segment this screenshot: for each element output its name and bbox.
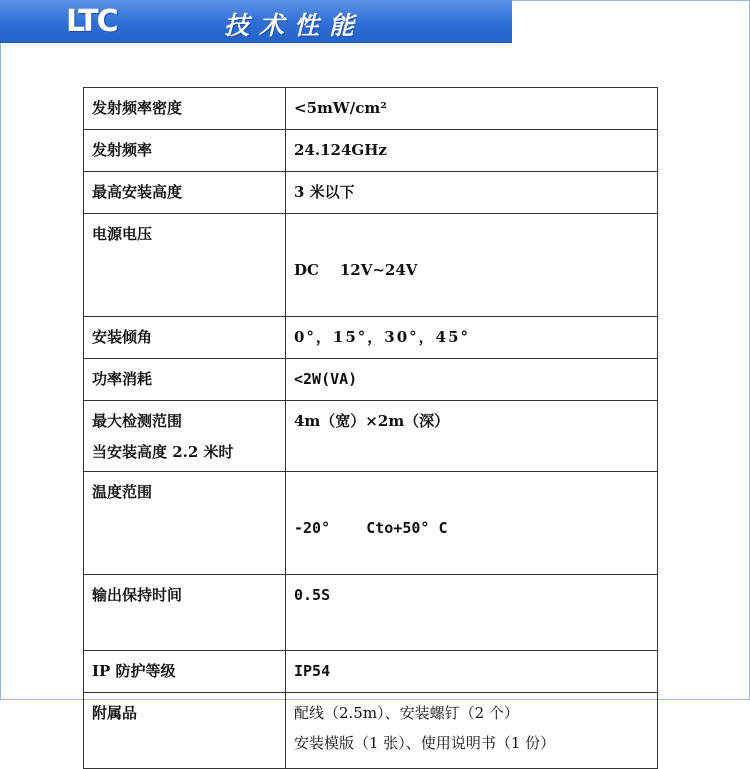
spec-value [286, 472, 658, 575]
spec-value-text: 配线（2.5m）、安装螺钉（2 个） [294, 704, 519, 722]
spec-label [84, 575, 286, 651]
spec-value-text: <5mW/cm² [294, 99, 387, 117]
spec-label [84, 317, 286, 359]
spec-value-text: 安装模版（1 张）、使用说明书（1 份） [294, 734, 556, 752]
spec-value-text: 0.5S [294, 586, 331, 604]
spec-value [286, 317, 658, 359]
brand-logo: LTC [66, 4, 117, 39]
page-title: 技术性能 [224, 11, 365, 40]
spec-value-text: 3 米以下 [294, 183, 355, 201]
table-row [84, 401, 658, 472]
spec-label [84, 172, 286, 214]
table-row [84, 575, 658, 651]
spec-label-text: 最大检测范围 [92, 412, 183, 430]
specs-table [83, 87, 658, 769]
table-row [84, 88, 658, 130]
spec-label [84, 359, 286, 401]
spec-label-text: 输出保持时间 [92, 586, 183, 604]
spec-label-text: 附属品 [92, 704, 138, 722]
spec-value-text: 4m（宽）×2m（深） [294, 412, 450, 430]
spec-value-text: 0°，15°，30°，45° [294, 328, 471, 346]
spec-value-text: <2W(VA) [294, 370, 358, 388]
spec-value [286, 172, 658, 214]
table-row [84, 317, 658, 359]
spec-value-text: 24.124GHz [294, 141, 387, 159]
spec-label [84, 214, 286, 317]
spec-label-text: 电源电压 [92, 225, 153, 243]
spec-label [84, 130, 286, 172]
table-row [84, 472, 658, 575]
spec-label-text: IP 防护等级 [92, 662, 176, 680]
spec-label-text: 安装倾角 [92, 328, 153, 346]
spec-label [84, 651, 286, 693]
spec-label-text: 发射频率 [92, 141, 153, 159]
spec-label [84, 693, 286, 769]
table-row [84, 651, 658, 693]
spec-value [286, 401, 658, 472]
spec-value [286, 693, 658, 769]
spec-value-text: DC 12V~24V [294, 261, 418, 279]
spec-label [84, 472, 286, 575]
spec-label-text: 温度范围 [92, 483, 153, 501]
table-row [84, 214, 658, 317]
spec-label-text: 当安装高度 2.2 米时 [92, 443, 234, 461]
spec-value [286, 651, 658, 693]
spec-value [286, 130, 658, 172]
table-row [84, 172, 658, 214]
spec-value [286, 214, 658, 317]
table-row [84, 359, 658, 401]
spec-value [286, 575, 658, 651]
table-row [84, 130, 658, 172]
spec-value-text: IP54 [294, 662, 331, 680]
spec-value [286, 88, 658, 130]
header-banner [0, 0, 512, 43]
table-row [84, 693, 658, 769]
spec-label [84, 88, 286, 130]
spec-label-text: 功率消耗 [92, 370, 153, 388]
spec-value-text: -20° Cto+50° C [294, 519, 448, 537]
spec-label-text: 发射频率密度 [92, 99, 183, 117]
spec-label [84, 401, 286, 472]
spec-label-text: 最高安装高度 [92, 183, 183, 201]
spec-value [286, 359, 658, 401]
